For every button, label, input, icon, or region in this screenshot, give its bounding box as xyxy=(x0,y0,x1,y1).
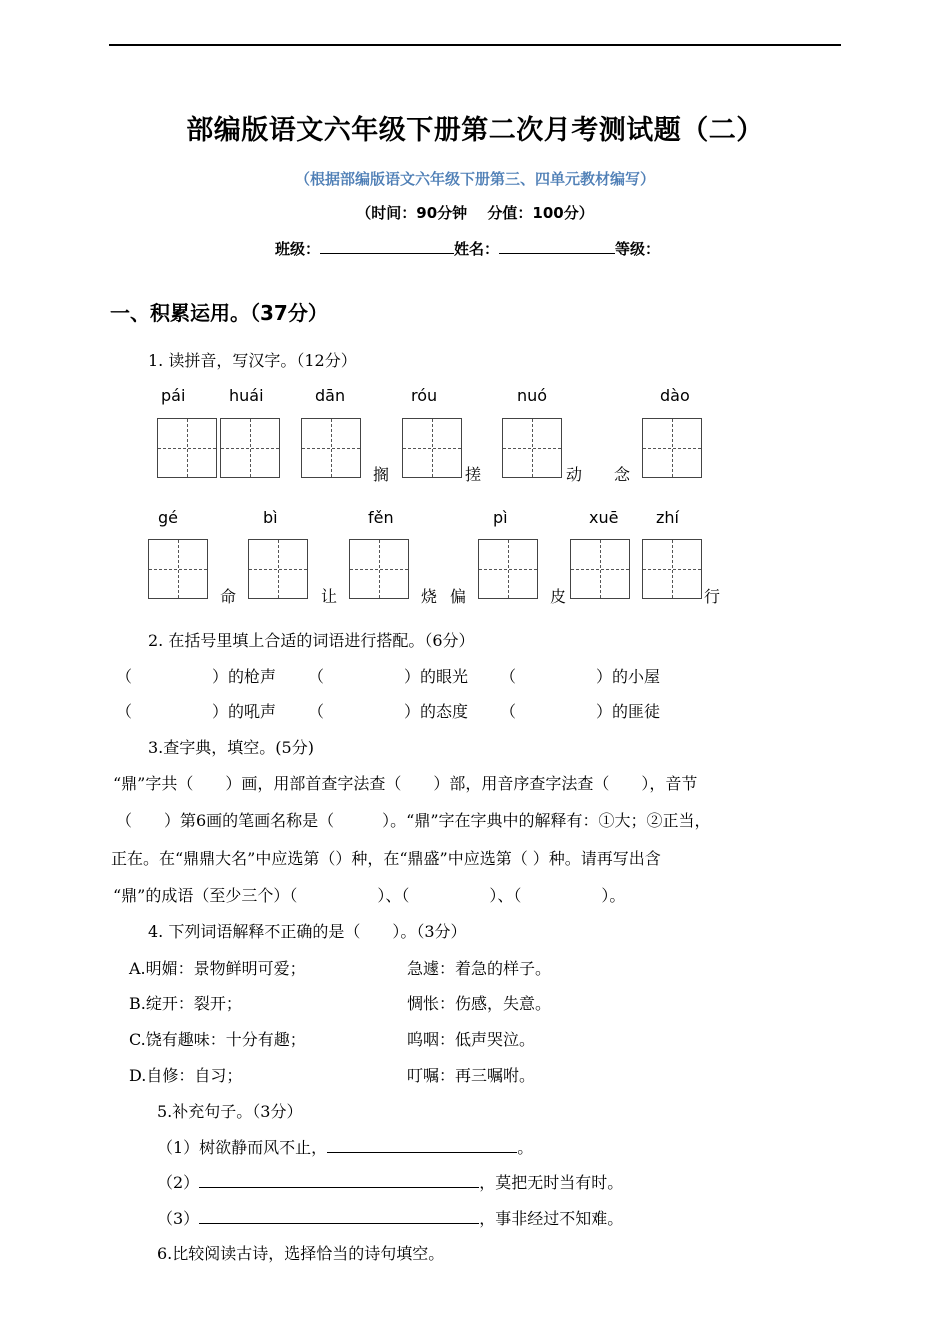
pinyin: pái xyxy=(161,386,186,405)
q4-option: 叮嘱：再三嘱咐。 xyxy=(407,1066,536,1085)
given-char: 让 xyxy=(321,587,338,606)
given-char: 行 xyxy=(704,587,721,606)
q2-item: （ ）的小屋 xyxy=(500,667,661,686)
q2-item: （ ）的枪声 xyxy=(116,667,277,686)
q2-item: （ ）的态度 xyxy=(308,702,469,721)
writing-box[interactable] xyxy=(642,539,702,599)
q4-option: C.饶有趣味：十分有趣； xyxy=(129,1030,306,1049)
writing-box[interactable] xyxy=(301,418,361,478)
q3-text-line: （ ）第6画的笔画名称是（ ）。“鼎”字在字典中的解释有：①大；②正当， xyxy=(116,811,711,830)
q4-option: 呜咽：低声哭泣。 xyxy=(407,1030,536,1049)
q5-sentence-2 xyxy=(157,1170,623,1193)
answer-blank[interactable] xyxy=(327,1136,517,1153)
q4-option: 急遽：着急的样子。 xyxy=(407,959,552,978)
sentence-suffix: ，事非经过不知难。 xyxy=(479,1209,624,1228)
q2-item: （ ）的匪徒 xyxy=(500,702,661,721)
sentence-suffix: ，莫把无时当有时。 xyxy=(479,1173,624,1192)
q4-option: A.明媚：景物鲜明可爱； xyxy=(129,959,306,978)
pinyin: huái xyxy=(229,386,264,405)
answer-blank[interactable] xyxy=(199,1171,479,1188)
time-info: （时间：90分钟 分值：100分） xyxy=(356,204,594,222)
page-subtitle: （根据部编版语文六年级下册第三、四单元教材编写） xyxy=(294,170,655,188)
q1-title: 1. 读拼音，写汉字。（12分） xyxy=(148,351,357,370)
pinyin: bì xyxy=(263,508,278,527)
pinyin: zhí xyxy=(656,508,679,527)
given-char: 动 xyxy=(566,465,583,484)
name-label: 姓名： xyxy=(454,240,500,258)
q6-title: 6.比较阅读古诗，选择恰当的诗句填空。 xyxy=(157,1244,445,1263)
page-title: 部编版语文六年级下册第二次月考测试题（二） xyxy=(186,115,764,146)
q3-text-line: “鼎”的成语（至少三个）（ ）、（ ）、（ ）。 xyxy=(113,886,626,905)
given-char: 皮 xyxy=(550,587,567,606)
writing-box[interactable] xyxy=(478,539,538,599)
q4-option: 惆怅：伤感，失意。 xyxy=(407,994,552,1013)
given-char: 搁 xyxy=(373,465,390,484)
info-fields xyxy=(275,238,660,259)
pinyin: fěn xyxy=(368,508,394,527)
sentence-prefix: （2） xyxy=(157,1173,200,1192)
q5-title: 5.补充句子。（3分） xyxy=(157,1102,303,1121)
writing-box[interactable] xyxy=(349,539,409,599)
q4-title: 4. 下列词语解释不正确的是（ ）。（3分） xyxy=(148,922,467,941)
given-char: 搓 xyxy=(465,465,482,484)
writing-box[interactable] xyxy=(642,418,702,478)
q2-item: （ ）的吼声 xyxy=(116,702,277,721)
q5-sentence-3 xyxy=(157,1206,623,1229)
pinyin: nuó xyxy=(517,386,548,405)
sentence-prefix: （1）树欲静而风不止， xyxy=(157,1138,328,1157)
writing-box[interactable] xyxy=(402,418,462,478)
class-blank xyxy=(320,239,454,254)
sentence-suffix: 。 xyxy=(517,1138,534,1157)
q4-option: D.自修：自习； xyxy=(129,1066,243,1085)
sentence-prefix: （3） xyxy=(157,1209,200,1228)
answer-blank[interactable] xyxy=(199,1207,479,1224)
writing-box[interactable] xyxy=(502,418,562,478)
writing-box[interactable] xyxy=(148,539,208,599)
q3-text-line: “鼎”字共（ ）画，用部首查字法查（ ）部，用音序查字法查（ ），音节 xyxy=(113,774,698,793)
top-rule xyxy=(109,44,841,46)
writing-box[interactable] xyxy=(248,539,308,599)
pinyin: gé xyxy=(158,508,178,527)
pinyin: dào xyxy=(660,386,690,405)
q2-title: 2. 在括号里填上合适的词语进行搭配。（6分） xyxy=(148,631,475,650)
q3-title: 3.查字典，填空。(5分) xyxy=(148,738,314,757)
q5-sentence-1 xyxy=(157,1135,533,1158)
q2-item: （ ）的眼光 xyxy=(308,667,469,686)
given-char: 命 xyxy=(220,587,237,606)
class-label: 班级： xyxy=(275,240,321,258)
name-blank xyxy=(499,239,615,254)
grade-label: 等级： xyxy=(615,240,661,258)
given-char: 念 xyxy=(614,465,631,484)
pinyin: dān xyxy=(315,386,346,405)
writing-box[interactable] xyxy=(570,539,630,599)
pinyin: pì xyxy=(493,508,508,527)
q3-text-line: 正在。在“鼎鼎大名”中应选第（）种，在“鼎盛”中应选第（ ）种。请再写出含 xyxy=(111,849,661,868)
q4-option: B.绽开：裂开； xyxy=(129,994,242,1013)
given-char: 偏 xyxy=(450,587,467,606)
pinyin: xuē xyxy=(589,508,619,527)
section-heading: 一、积累运用。（37分） xyxy=(110,301,328,325)
writing-box[interactable] xyxy=(220,418,280,478)
pinyin: róu xyxy=(411,386,438,405)
given-char: 烧 xyxy=(421,587,438,606)
writing-box[interactable] xyxy=(157,418,217,478)
